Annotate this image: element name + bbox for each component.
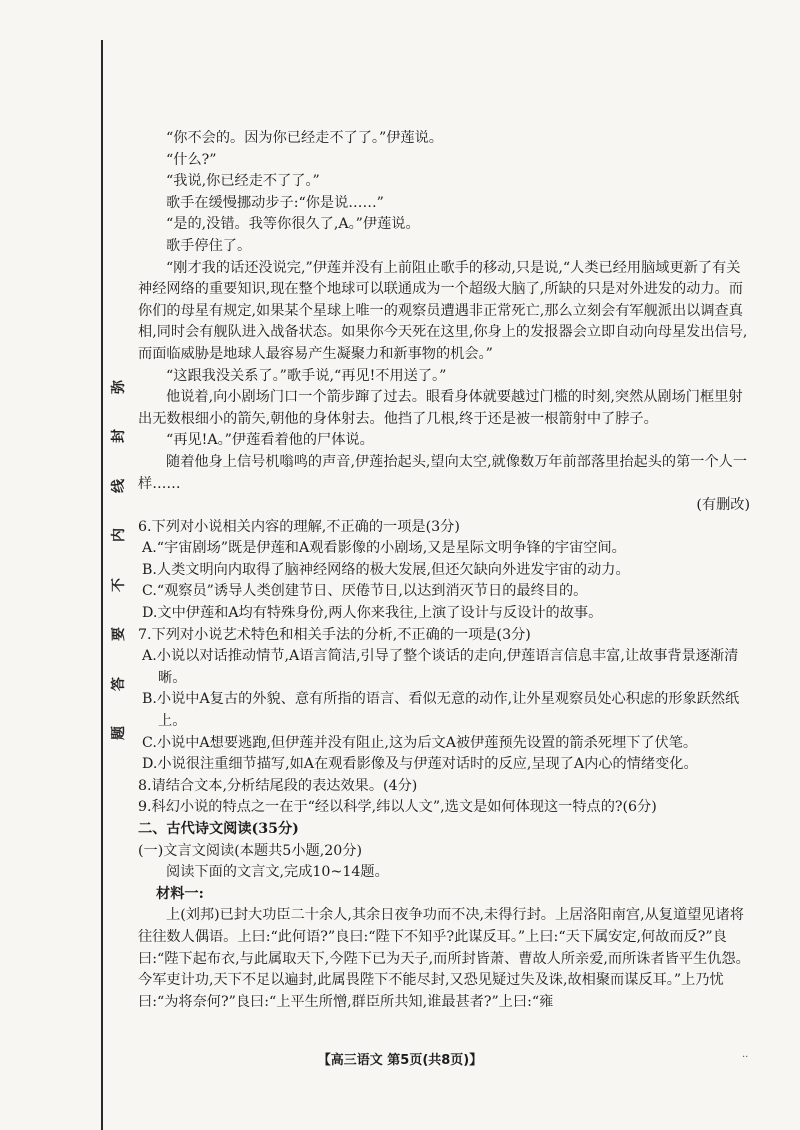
story-paragraph: “这跟我没关系了。”歌手说,“再见!不用送了。” <box>166 367 447 384</box>
option-c: C.小说中A想要逃跑,但伊莲并没有阻止,这为后文A被伊莲预先设置的箭杀死埋下了伏笔。 <box>142 734 698 751</box>
option-d: D.小说很注重细节描写,如A在观看影像及与伊莲对话时的反应,呈现了A内心的情绪变化。 <box>142 756 698 773</box>
seal-char: 答 <box>111 676 127 691</box>
question-6 <box>138 517 750 625</box>
exam-content <box>138 128 750 1013</box>
question-8: 8.请结合文本,分析结尾段的表达效果。(4分) <box>138 777 418 794</box>
story-paragraph: 他说着,向小剧场门口一个箭步蹿了过去。眼看身体就要越过门槛的时刻,突然从剧场门框里射出无数根细小的箭矢,朝他的身体射去。他挡了几根,终于还是被一根箭射中了脖子。 <box>138 389 743 427</box>
story-paragraph: 歌手停住了。 <box>166 237 252 254</box>
seal-char: 封 <box>111 429 127 444</box>
question-stem: 6.下列对小说相关内容的理解,不正确的一项是(3分) <box>138 518 460 535</box>
option-d: D.文中伊莲和A均有特殊身份,两人你来我往,上演了设计与反设计的故事。 <box>142 605 603 622</box>
seal-strip <box>106 380 132 740</box>
option-c: C.“观察员”诱导人类创建节日、厌倦节日,以达到消灭节日的最终目的。 <box>142 583 588 600</box>
section-title: 二、古代诗文阅读(35分) <box>138 821 299 837</box>
sub-section-title: (一)文言文阅读(本题共5小题,20分) <box>138 842 362 859</box>
material-title: 材料一: <box>156 885 204 902</box>
adaptation-note: (有删改) <box>696 497 750 514</box>
option-a: A.“宇宙剧场”既是伊莲和A观看影像的小剧场,又是星际文明争锋的宇宙空间。 <box>142 540 626 557</box>
classical-text: 上(刘邦)已封大功臣二十余人,其余日夜争功而不决,未得行封。上居洛阳南宫,从复道望见诸将往往数人偶语。上曰:“此何语?”良曰:“陛下不知乎?此谋反耳。”上曰:“天下属安定,何故而反?”良曰:“陛下起布衣,与此属取天下,今陛下已为天子,而所封皆萧、曹故人所亲爱,而所诛者皆平生仇怨。今军吏计功,天下不足以遍封,此属畏陛下不能尽封,又恐见疑过失及诛,故相聚而谋反耳。”上乃忧曰:“为将奈何?”良曰:“上平生所憎,群臣所共知,谁最甚者?”上曰:“雍 <box>138 907 750 1010</box>
question-7 <box>138 625 750 776</box>
story-paragraph: “刚才我的话还没说完,”伊莲并没有上前阻止歌手的移动,只是说,“人类已经用脑域更新了有关神经网络的重要知识,现在整个地球可以联通成为一个超级大脑了,所缺的只是对外进发的动力。而你们的母星有规定,如果某个星球上唯一的观察员遭遇非正常死亡,那么立刻会有军舰派出以调查真相,同时会有舰队进入战备状态。如果你今天死在这里,你身上的发报器会立即自动向母星发出信号,而面临威胁是地球人最容易产生凝聚力和新事物的机会。” <box>138 259 748 362</box>
seal-char: 弥 <box>111 380 127 394</box>
seal-char: 内 <box>111 528 127 543</box>
seal-char: 线 <box>111 478 127 493</box>
question-stem: 7.下列对小说艺术特色和相关手法的分析,不正确的一项是(3分) <box>138 626 531 643</box>
story-paragraph: “我说,你已经走不了了。” <box>166 173 320 190</box>
option-b: B.小说中A复古的外貌、意有所指的语言、看似无意的动作,让外星观察员处心积虑的形象跃然纸上。 <box>142 691 740 730</box>
seal-char: 不 <box>111 577 127 592</box>
story-paragraph: “再见!A。”伊莲看着他的尸体说。 <box>166 432 374 449</box>
question-9: 9.科幻小说的特点之一在于“经以科学,纬以人文”,选文是如何体现这一特点的?(6分) <box>138 799 657 816</box>
option-a: A.小说以对话推动情节,A语言简洁,引导了整个谈话的走向,伊莲语言信息丰富,让故事背景逐渐清晰。 <box>142 648 739 686</box>
binding-line <box>101 40 103 1130</box>
story-paragraph: 随着他身上信号机嗡鸣的声音,伊莲抬起头,望向太空,就像数万年前部落里抬起头的第一个人一样…… <box>138 453 748 492</box>
option-b: B.人类文明向内取得了脑神经网络的极大发展,但还欠缺向外进发宇宙的动力。 <box>142 561 630 578</box>
story-passage <box>138 128 750 517</box>
story-paragraph: “什么?” <box>166 151 217 168</box>
seal-char: 题 <box>111 725 127 740</box>
seal-char: 要 <box>111 627 127 642</box>
story-paragraph: “是的,没错。我等你很久了,A。”伊莲说。 <box>166 216 420 233</box>
page-footer: 【高三语文 第5页(共8页)】 <box>317 1053 483 1068</box>
scan-mark: ·· <box>742 1052 749 1063</box>
reading-instruction: 阅读下面的文言文,完成10~14题。 <box>166 864 389 881</box>
story-paragraph: “你不会的。因为你已经走不了了。”伊莲说。 <box>166 130 443 146</box>
story-paragraph: 歌手在缓慢挪动步子:“你是说……” <box>166 194 384 211</box>
